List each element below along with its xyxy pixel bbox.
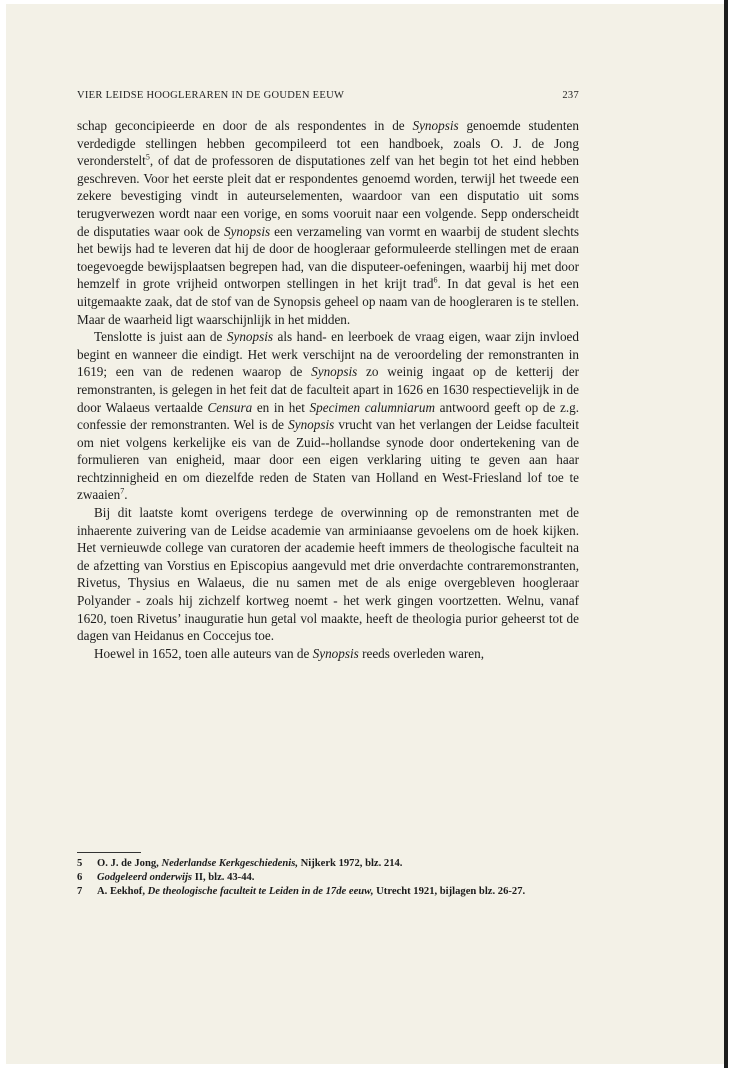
text-run: als hand- en leerboek de vraag eigen, waar zijn invloed begint en wanneer die eindigt. Het werk verschijnt na de veroordeling der remonstranten in 1619; een van de redenen waarop de <box>77 329 579 380</box>
footnote-text <box>97 857 579 871</box>
footnote <box>77 871 579 885</box>
footnote-text <box>97 885 579 899</box>
text-run: O. J. de Jong, <box>97 858 162 869</box>
text-run: vrucht van het verlangen der Leidse faculteit om niet volgens kerkelijke eis van de Zuid--hollandse synode door ondertekening van de formulieren van enigheid, maar door een eigen verklaring uiting te geven aan haar rechtzinnigheid en om diezelfde reden de Staten van Holland en West-Friesland lof toe te zwaaien <box>77 417 579 503</box>
italic-text: De theologische faculteit te Leiden in de 17de eeuw, <box>147 886 374 898</box>
italic-text: Censura <box>207 399 253 415</box>
footnote-text <box>97 871 579 885</box>
text-run: genoemde studenten verdedigde stellingen hebben gecompileerd tot een handboek, zoals O. J. de Jong veronderstelt <box>77 118 579 169</box>
text-run: . In dat geval is het een uitgemaakte zaak, dat de stof van de Synopsis geheel op naam van de hoogleraren is te stellen. Maar de waarheid ligt waarschijnlijk in het midden. <box>77 276 579 327</box>
text-run: A. Eekhof, <box>97 886 148 898</box>
footnote-number: 5 <box>77 858 83 869</box>
text-run: II, blz. 43-44. <box>192 872 255 884</box>
italic-text: Nederlandse Kerkgeschiedenis, <box>161 858 298 869</box>
italic-text: Synopsis <box>223 223 271 239</box>
running-title: VIER LEIDSE HOOGLERAREN IN DE GOUDEN EEUW <box>77 90 345 101</box>
italic-text: Synopsis <box>312 645 359 661</box>
text-run: zo weinig ingaat op de ketterij der remonstranten, is gelegen in het feit dat de faculteit apart in 1626 en 1630 respectievelijk in de door Walaeus vertaalde <box>77 364 579 415</box>
paragraph <box>77 504 579 645</box>
footnotes <box>77 857 579 900</box>
text-run: een verzameling van vormt en waarbij de student slechts het bewijs had te leveren dat hij de door de hoogleraar geformuleerde stellingen met de eraan toegevoegde bewijsplaatsen begrepen had, van die disputeer-oefeningen, waarbij hij met door hemzelf in grote vrijheid ontworpen stellingen in het krijt trad <box>77 223 579 292</box>
text-run: . <box>124 487 128 503</box>
footnote-rule <box>77 852 141 853</box>
italic-text: Synopsis <box>412 118 459 133</box>
italic-text: Godgeleerd onderwijs <box>97 872 193 884</box>
page-edge <box>724 0 728 1068</box>
paragraph <box>77 328 579 504</box>
footnote-ref: 6 <box>433 275 438 285</box>
text-run: en in het <box>252 399 310 415</box>
text-run: Bij dit laatste komt overigens terdege de overwinning op de remonstranten met de inhaerente zuivering van de Leidse academie van arminiaanse gevoelens om de hoek kijken. Het vernieuwde college van curatoren der academie heeft immers de theologische faculteit na de afzetting van Vorstius en Episcopius aangevuld met drie onverdachte contraremonstranten, Rivetus, Thysius en Walaeus, die nu samen met de als enige overgebleven hoogleraar Polyander - zoals hij zichzelf kortweg noemt - het werk gingen voortzetten. Welnu, vanaf 1620, toen Rivetus’ inauguratie hun getal vol maakte, heeft de theologia purior geheerst tot de dagen van Heidanus en Coccejus toe. <box>77 505 579 644</box>
italic-text: Synopsis <box>311 364 358 380</box>
body-text <box>77 117 579 662</box>
italic-text: Synopsis <box>288 417 335 433</box>
running-header <box>77 90 579 101</box>
text-run: Utrecht 1921, bijlagen blz. 26-27. <box>373 886 526 898</box>
text-run: reeds overleden waren, <box>358 645 484 661</box>
footnote-ref: 7 <box>120 487 125 497</box>
text-run: Tenslotte is juist aan de <box>94 329 227 345</box>
text-run: , of dat de professoren de disputationes zelf van het begin tot het eind hebben geschreven. Voor het eerste pleit dat er respondentes genoemd worden, terwijl het tweede een zekere bevestiging vindt in auteurselementen, waardoor van een disputatio uit soms terugverwezen wordt naar een vorige, en soms vooruit naar een volgende. Sepp onderscheidt de disputaties waar ook de <box>77 153 579 239</box>
page-number: 237 <box>562 90 579 101</box>
text-run: Nijkerk 1972, blz. 214. <box>297 858 403 869</box>
footnote <box>77 885 579 899</box>
italic-text: Synopsis <box>226 329 274 345</box>
footnote-number: 6 <box>77 872 83 884</box>
footnote-ref: 5 <box>145 152 150 162</box>
scanned-page <box>6 4 724 1064</box>
paragraph <box>77 645 579 663</box>
paragraph <box>77 117 579 328</box>
text-run: antwoord geeft op de z.g. confessie der remonstranten. Wel is de <box>77 399 580 433</box>
text-run: Hoewel in 1652, toen alle auteurs van de <box>94 645 313 661</box>
italic-text: Specimen calumniarum <box>309 399 436 415</box>
text-run: schap geconcipieerde en door de als respondentes in de <box>77 118 413 133</box>
footnote-number: 7 <box>77 886 83 898</box>
footnote <box>77 857 579 871</box>
